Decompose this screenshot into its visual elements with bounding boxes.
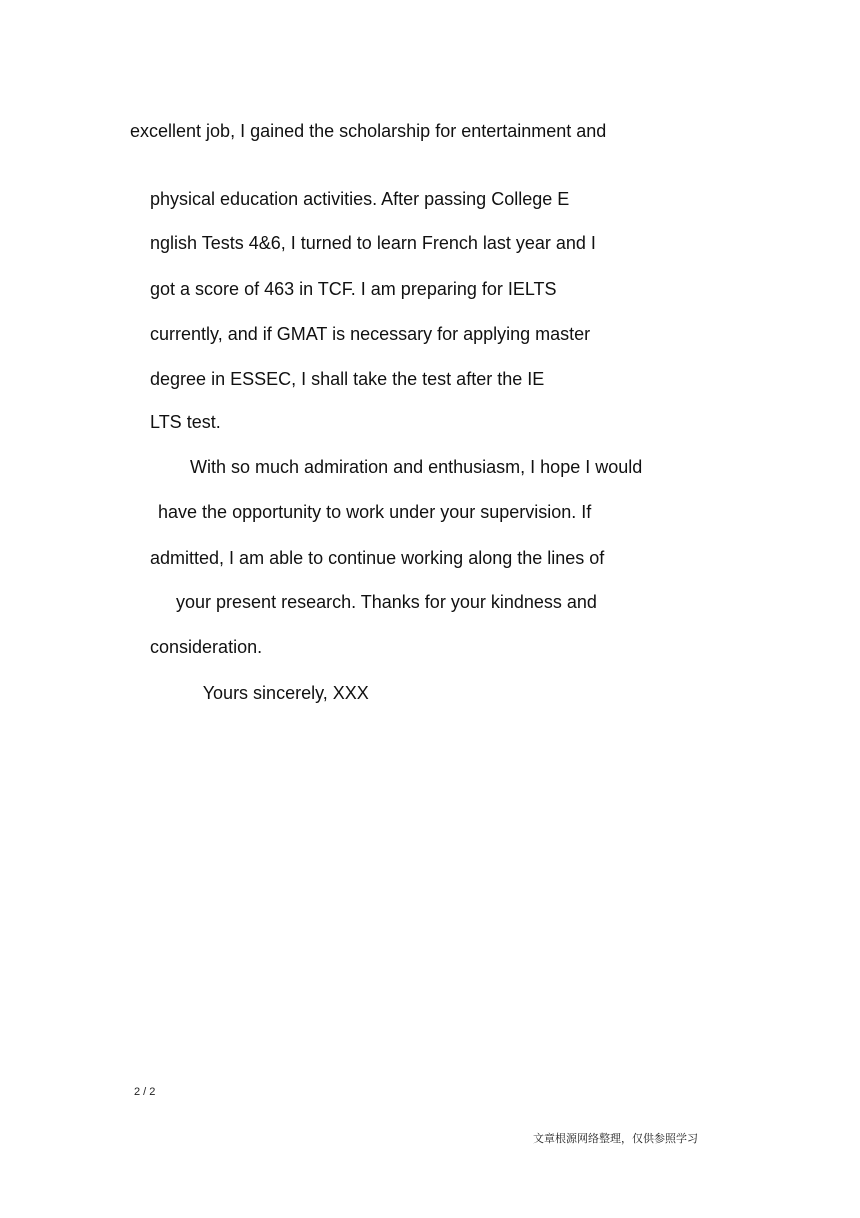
text-line-2-content: physical education activities. After passing College E — [150, 189, 570, 209]
footer-note: 文章根源网络整理，仅供参照学习 — [533, 1132, 698, 1145]
text-line-1 — [130, 120, 730, 142]
text-line-1-content: excellent job, I gained the scholarship for entertainment and — [130, 121, 607, 141]
closing-line-content: Yours sincerely, XXX — [202, 683, 369, 703]
text-line-3-content: nglish Tests 4&6, I turned to learn French last year and I — [150, 233, 596, 253]
text-line-9-content: have the opportunity to work under your supervision. If — [158, 502, 592, 522]
closing-line — [183, 660, 730, 726]
text-line-7-content: LTS test. — [150, 412, 221, 432]
text-line-6-content: degree in ESSEC, I shall take the test after the IE — [150, 369, 545, 389]
text-line-4-content: got a score of 463 in TCF. I am preparing for IELTS — [150, 279, 557, 299]
text-line-11-content: your present research. Thanks for your kindness and — [176, 592, 597, 612]
text-line-8-content: With so much admiration and enthusiasm, I hope I would — [190, 457, 643, 477]
text-line-5-content: currently, and if GMAT is necessary for applying master — [150, 324, 591, 344]
text-line-10-content: admitted, I am able to continue working along the lines of — [150, 548, 605, 568]
text-line-12-content: consideration. — [150, 637, 263, 657]
page-number: 2 / 2 — [134, 1086, 156, 1098]
